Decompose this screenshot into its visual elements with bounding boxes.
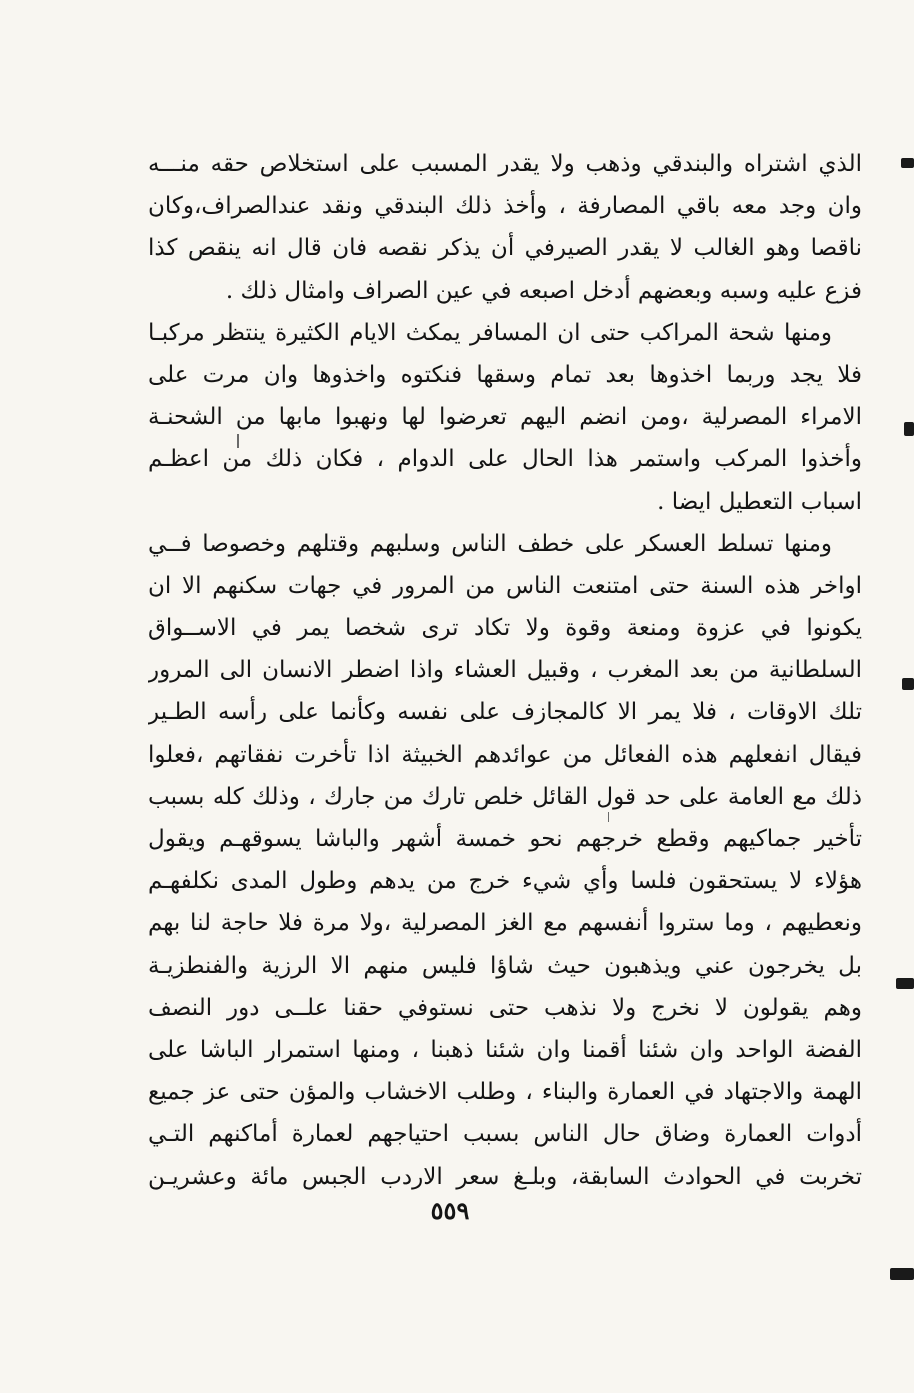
- text-line: فيقال انفعلهم هذه الفعائل من عوائدهم الخبيثة اذا تأخرت نفقاتهم ،فعلوا: [148, 741, 862, 768]
- margin-mark: [902, 678, 914, 690]
- text-line: فلا يجد وربما اخذوها بعد تمام وسقها فنكتوه واخذوها وان مرت على: [148, 361, 862, 388]
- body-text: [148, 143, 862, 1198]
- text-line: يكونوا في عزوة ومنعة وقوة ولا تكاد ترى شخصا يمر في الاســواق: [148, 615, 862, 642]
- text-line: اسباب التعطيل ايضا .: [657, 488, 862, 515]
- text-line: الهمة والاجتهاد في العمارة والبناء ، وطلب الاخشاب والمؤن حتى عز جميع: [148, 1079, 862, 1106]
- text-line: فزع عليه وسبه وبعضهم أدخل اصبعه في عين الصراف وامثال ذلك .: [225, 277, 862, 304]
- margin-mark: [890, 1268, 914, 1280]
- margin-mark: [904, 422, 914, 436]
- text-line: وان وجد معه باقي المصارفة ، وأخذ ذلك البندقي ونقد عندالصراف،وكان: [148, 193, 862, 220]
- text-line: تلك الاوقات ، فلا يمر الا كالمجازف على نفسه وكأنما على رأسه الطـير: [148, 699, 862, 726]
- text-line: تأخير جماكيهم وقطع خرجهم نحو خمسة أشهر والباشا يسوقهـم ويقول: [148, 826, 862, 852]
- text-line: اواخر هذه السنة حتى امتنعت الناس من المرور في جهات سكنهم الا ان: [148, 572, 862, 599]
- text-line: بل يخرجون عني ويذهبون حيث شاؤا فليس منهم الا الرزية والفنطزيـة: [148, 952, 862, 979]
- text-line: ذلك مع العامة على حد قول القائل خلص تارك من جارك ، وذلك كله بسبب: [148, 783, 862, 810]
- text-line: ومنها شحة المراكب حتى ان المسافر يمكث الايام الكثيرة ينتظر مركبـا: [148, 319, 832, 346]
- text-line: ونعطيهم ، وما ستروا أنفسهم مع الغز المصرلية ،ولا مرة فلا حاجة لنا بهم: [148, 910, 862, 937]
- text-line: وهم يقولون لا نخرج ولا نذهب حتى نستوفي حقنا علــى دور النصف: [148, 994, 862, 1021]
- text-line: الفضة الواحد وان شئنا أقمنا وان شئنا ذهبنا ، ومنها استمرار الباشا على: [148, 1036, 862, 1063]
- text-line: تخربت في الحوادث السابقة، وبلـغ سعر الاردب الجبس مائة وعشريـن: [148, 1163, 862, 1190]
- text-line: ومنها تسلط العسكر على خطف الناس وسلبهم وقتلهم وخصوصا فــي: [148, 530, 832, 557]
- text-line: هؤلاء لا يستحقون فلسا وأي شيء خرج من يدهم وطول المدى نكلفهـم: [148, 868, 862, 895]
- text-line: وأخذوا المركب واستمر هذا الحال على الدوام ، فكان ذلك من اعظـم: [148, 446, 862, 473]
- text-line: الامراء المصرلية ،ومن انضم اليهم تعرضوا لها ونهبوا مابها من الشحنـة: [148, 404, 862, 431]
- text-line: أدوات العمارة وضاق حال الناس بسبب احتياجهم لعمارة أماكنهم التـي: [148, 1121, 862, 1148]
- margin-mark: [896, 978, 914, 989]
- text-line: السلطانية من بعد المغرب ، وقبيل العشاء واذا اضطر الانسان الى المرور: [148, 657, 862, 684]
- text-line: الذي اشتراه والبندقي وذهب ولا يقدر المسبب على استخلاص حقه منـــه: [148, 151, 862, 177]
- text-line: ناقصا وهو الغالب لا يقدر الصيرفي أن يذكر نقصه فان قال انه ينقص كذا: [148, 235, 862, 262]
- margin-mark: [901, 158, 914, 168]
- page-number: ٥٥٩: [430, 1196, 470, 1225]
